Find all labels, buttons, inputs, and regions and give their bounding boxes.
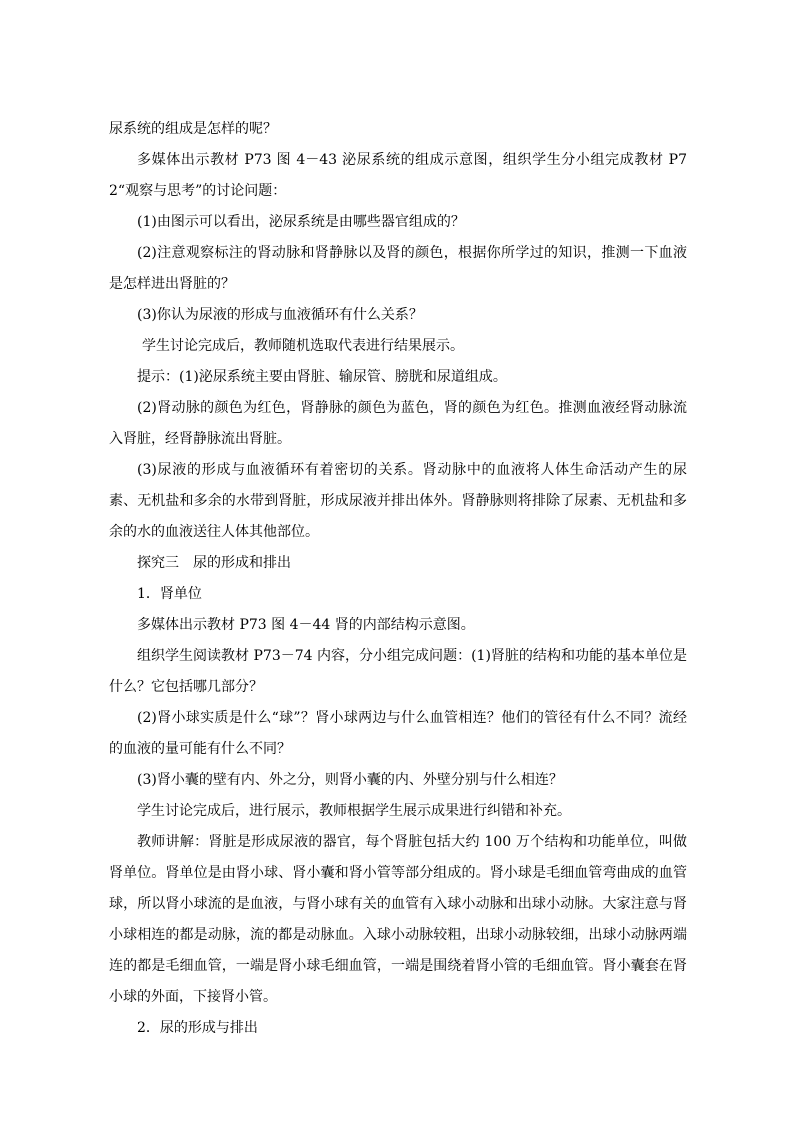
question-glomerulus: (2)肾小球实质是什么“球”？肾小球两边与什么血管相连？他们的管径有什么不同？流经的血液的量可能有什么不同？ <box>109 710 687 757</box>
question-renal-capsule: (3)肾小囊的壁有内、外之分，则肾小囊的内、外壁分别与什么相连？ <box>137 772 563 788</box>
paragraph-reading-task: 组织学生阅读教材 P73－74 内容，分小组完成问题：(1)肾脏的结构和功能的基本单位是什么？它包括哪几部分？ <box>109 648 687 695</box>
question-2: (2)注意观察标注的肾动脉和肾静脉以及肾的颜色，根据你所学过的知识，推测一下血液是怎样进出肾脏的？ <box>109 245 687 292</box>
paragraph-multimedia-figure-4-44: 多媒体出示教材 P73 图 4－44 肾的内部结构示意图。 <box>137 617 475 633</box>
paragraph-hint-1: 提示：(1)泌尿系统主要由肾脏、输尿管、膀胱和尿道组成。 <box>137 369 507 385</box>
section-heading-explore-3: 探究三 尿的形成和排出 <box>137 555 291 571</box>
paragraph-teacher-explanation: 教师讲解：肾脏是形成尿液的器官，每个肾脏包括大约 100 万个结构和功能单位，叫做肾单位。肾单位是由肾小球、肾小囊和肾小管等部分组成的。肾小球是毛细血管弯曲成的血管球，所以肾小球流的是血液，与肾小球有关的血管有入球小动脉和出球小动脉。大家注意与肾小球相连的都是动脉，流的都是动脉血。入球小动脉较粗，出球小动脉较细，出球小动脉两端连的都是毛细血管，一端是肾小球毛细血管，一端是围绕着肾小管的毛细血管。肾小囊套在肾小球的外面，下接肾小管。 <box>109 834 687 1005</box>
paragraph-multimedia-figure-4-43: 多媒体出示教材 P73 图 4－43 泌尿系统的组成示意图，组织学生分小组完成教材 P72“观察与思考”的讨论问题： <box>109 152 687 199</box>
paragraph-presentation: 学生讨论完成后，进行展示，教师根据学生展示成果进行纠错和补充。 <box>137 803 571 819</box>
paragraph-continuation: 尿系统的组成是怎样的呢？ <box>109 121 277 137</box>
subheading-urine-formation: 2．尿的形成与排出 <box>137 1020 258 1036</box>
paragraph-hint-3: (3)尿液的形成与血液循环有着密切的关系。肾动脉中的血液将人体生命活动产生的尿素、无机盐和多余的水带到肾脏，形成尿液并排出体外。肾静脉则将排除了尿素、无机盐和多余的水的血液送往人体其他部位。 <box>109 462 687 540</box>
document-body <box>109 114 687 1044</box>
paragraph-hint-2: (2)肾动脉的颜色为红色，肾静脉的颜色为蓝色，肾的颜色为红色。推测血液经肾动脉流入肾脏，经肾静脉流出肾脏。 <box>109 400 687 447</box>
question-1: (1)由图示可以看出，泌尿系统是由哪些器官组成的？ <box>137 214 465 230</box>
subheading-nephron: 1．肾单位 <box>137 586 202 602</box>
paragraph-student-discussion: 学生讨论完成后，教师随机选取代表进行结果展示。 <box>142 338 464 354</box>
question-3: (3)你认为尿液的形成与血液循环有什么关系？ <box>137 307 423 323</box>
